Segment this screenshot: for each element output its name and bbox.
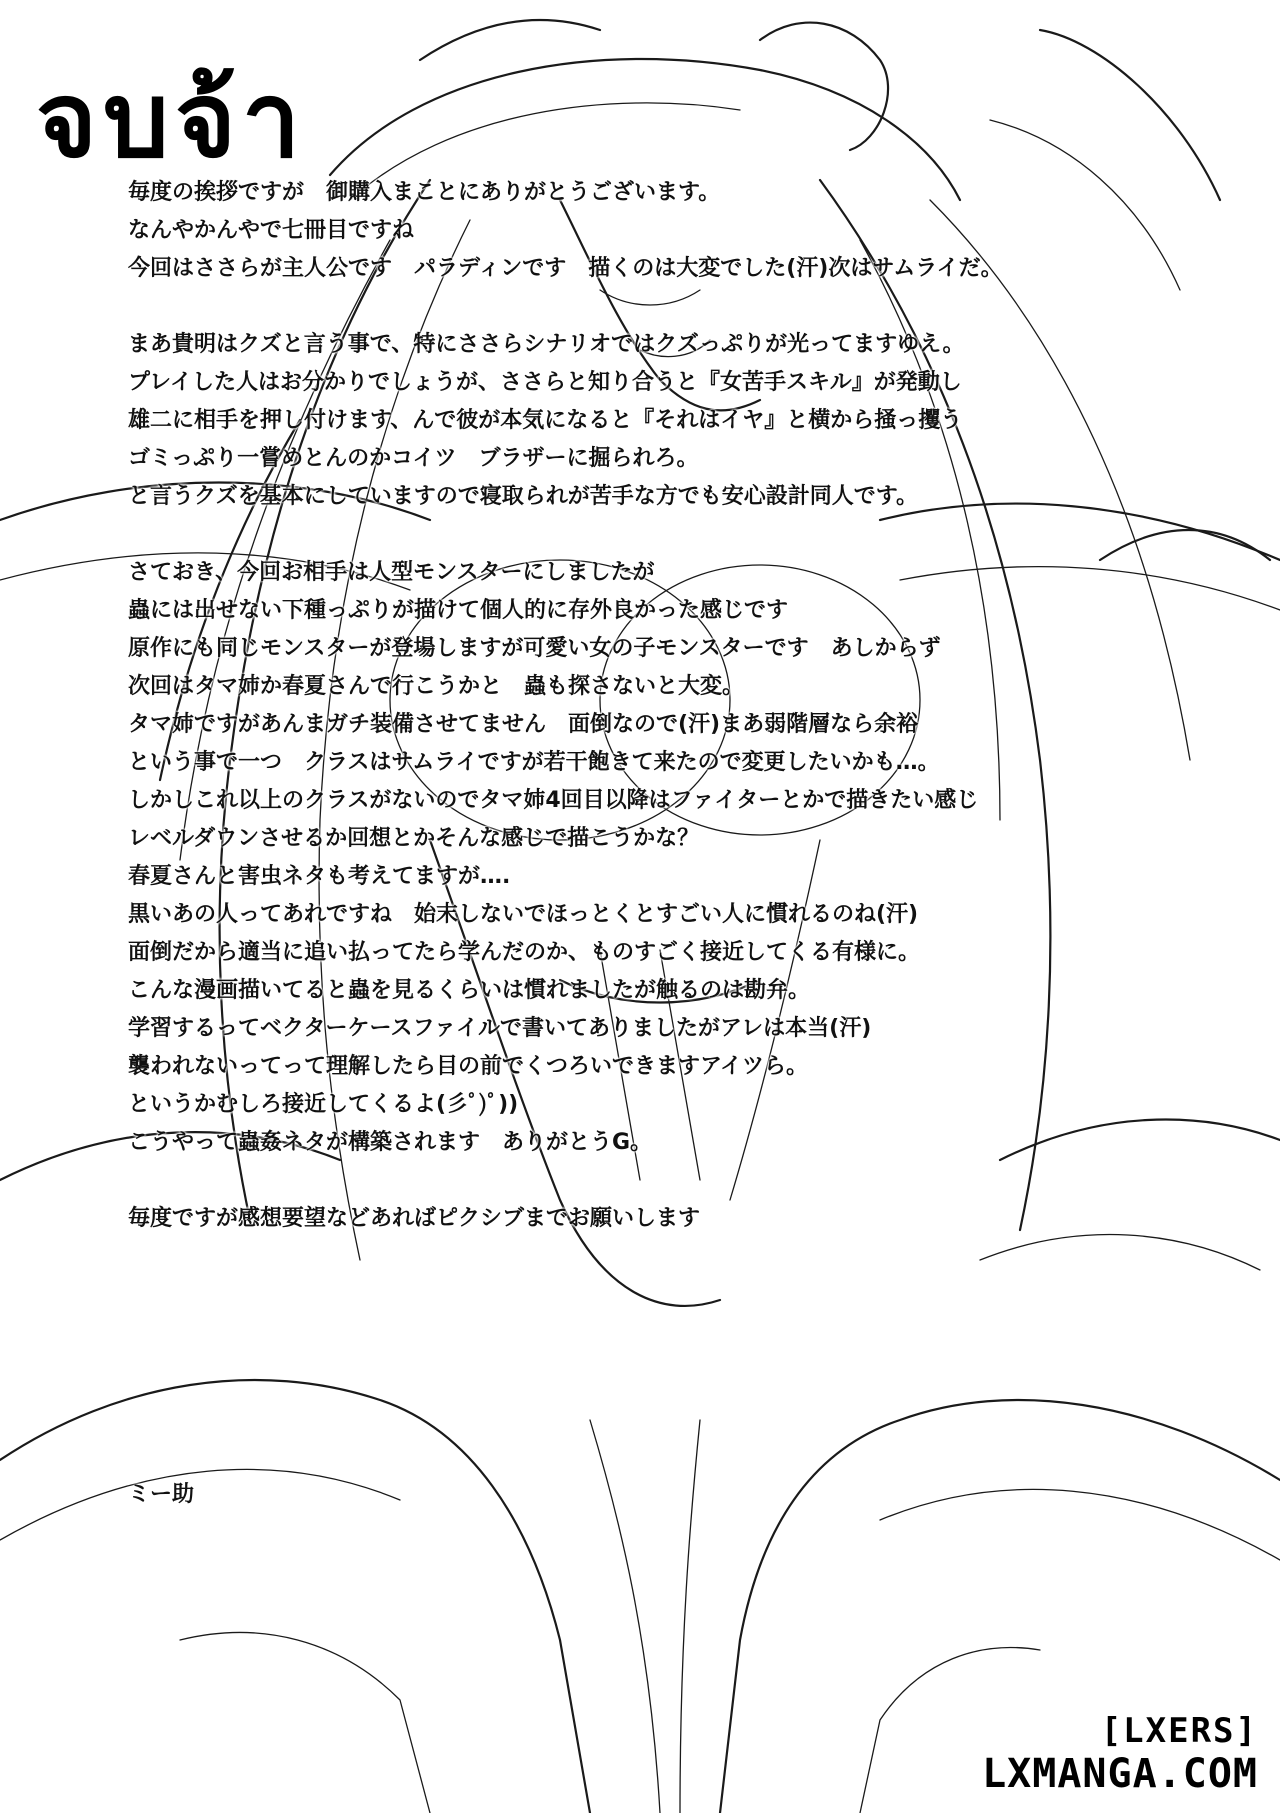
text-line: 毎度ですが感想要望などあればピクシブまでお願いします [128,1206,701,1231]
text-line: 面倒だから適当に追い払ってたら学んだのか、ものすごく接近してくる有様に。 [128,940,921,965]
text-line: レベルダウンさせるか回想とかそんな感じで描こうかな？ [128,826,700,851]
text-line: 学習するってベクターケースファイルで書いてありましたがアレは本当(汗) [128,1016,872,1041]
page-heading: จบจ้า [36,59,307,181]
blank-line [128,1162,1248,1200]
watermark-group: [LXERS] [1100,1711,1258,1751]
watermark [982,1711,1258,1797]
text-line: 蟲には出せない下種っぷりが描けて個人的に存外良かった感じです [128,598,789,623]
blank-line [128,516,1248,554]
text-line: という事で一つ クラスはサムライですが若干飽きて来たので変更したいかも…。 [128,750,940,775]
text-line: 黒いあの人ってあれですね 始末しないでほっとくとすごい人に慣れるのね(汗) [128,902,919,927]
text-line: 襲われないってって理解したら目の前でくつろいできますアイツら。 [128,1054,809,1079]
text-line: まあ貴明はクズと言う事で、特にささらシナリオではクズっぷりが光ってますゆえ。 [128,332,965,357]
text-line: というかむしろ接近してくるよ(彡ﾟ)ﾟ)) [128,1092,519,1117]
watermark-site: LXMANGA.COM [982,1751,1258,1797]
afterword-text [128,174,1248,1238]
text-line: なんやかんやで七冊目ですね [128,218,415,243]
text-line: 春夏さんと害虫ネタも考えてますが…. [128,864,511,889]
blank-line [128,288,1248,326]
text-line: タマ姉ですがあんまガチ装備させてません 面倒なので(汗)まあ弱階層なら余裕 [128,712,919,737]
text-line: しかしこれ以上のクラスがないのでタマ姉4回目以降はファイターとかで描きたい感じ [128,788,979,813]
text-line: こうやって蟲姦ネタが構築されます ありがとうG。 [128,1130,653,1155]
text-line: ゴミっぷり一嘗めとんのかコイツ ブラザーに掘られろ。 [128,446,699,471]
text-line: 次回はタマ姉か春夏さんで行こうかと 蟲も探さないと大変。 [128,674,745,699]
text-line: 今回はささらが主人公です パラディンです 描くのは大変でした(汗)次はサムライだ。 [128,256,1003,281]
text-line: と言うクズを基本にしていますので寝取られが苦手な方でも安心設計同人です。 [128,484,919,509]
text-line: 毎度の挨拶ですが 御購入まことにありがとうございます。 [128,180,721,205]
text-line: 雄二に相手を押し付けます、んで彼が本気になると『それはイヤ』と横から掻っ攫う [128,408,963,433]
author-signature: ミー助 [128,1482,195,1507]
text-line: プレイした人はお分かりでしょうが、ささらと知り合うと『女苦手スキル』が発動し [128,370,962,395]
text-line: こんな漫画描いてると蟲を見るくらいは慣れましたが触るのは勘弁。 [128,978,811,1003]
text-line: さておき、今回お相手は人型モンスターにしましたが [128,560,655,585]
text-line: 原作にも同じモンスターが登場しますが可愛い女の子モンスターです あしからず [128,636,941,661]
